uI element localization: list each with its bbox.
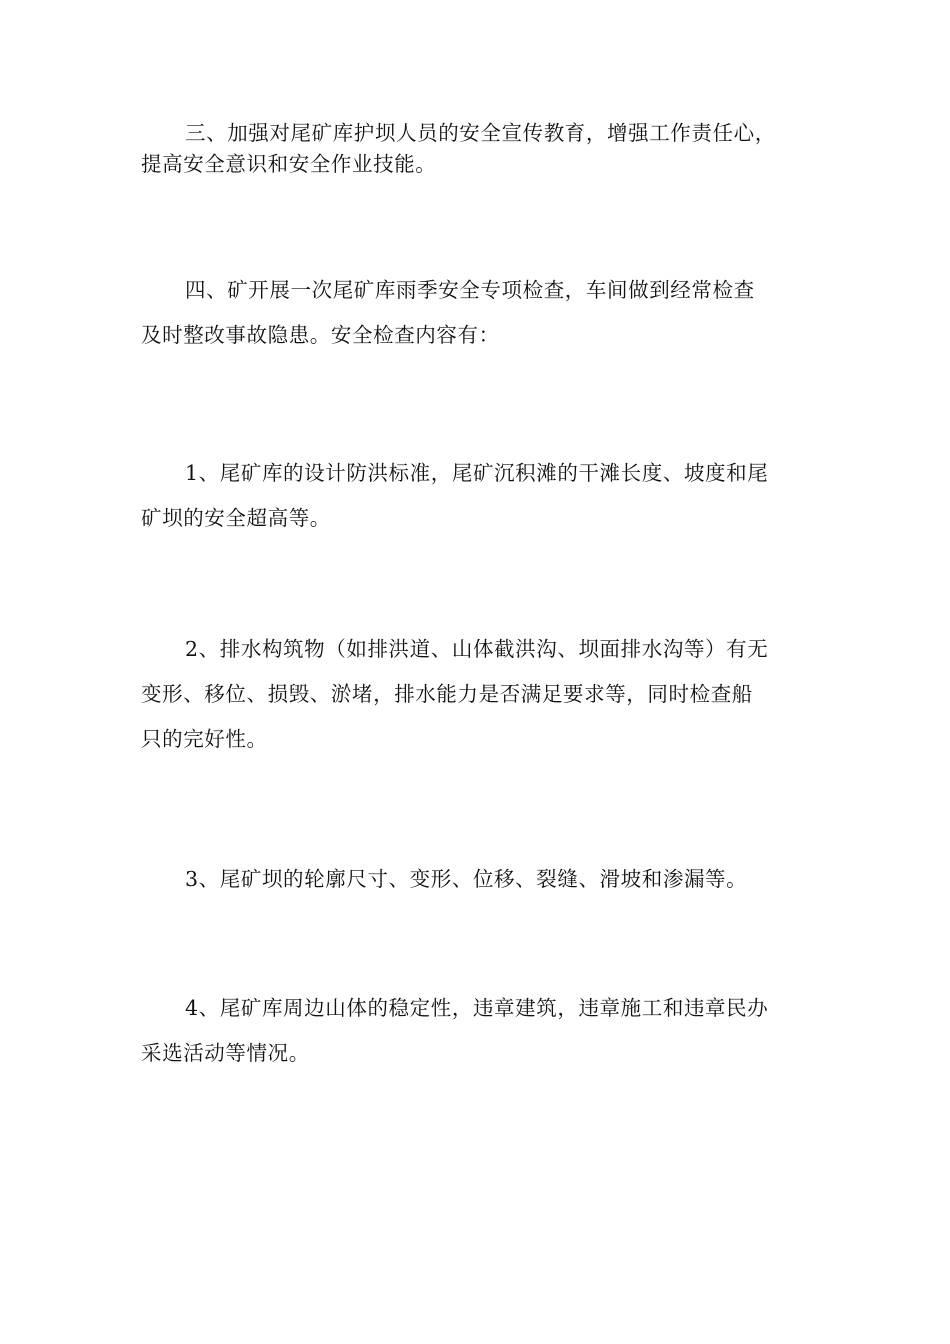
paragraph-item-4-inspection: 四、矿开展一次尾矿库雨季安全专项检查，车间做到经常检查 及时整改事故隐患。安全检查内容有： xyxy=(141,278,755,347)
paragraph-item-3-education: 三、加强对尾矿库护坝人员的安全宣传教育，增强工作责任心， 提高安全意识和安全作业技能。 xyxy=(141,121,776,176)
list-item-2-drainage-structures: 2、排水构筑物（如排洪道、山体截洪沟、坝面排水沟等）有无 变形、移位、损毁、淤堵，排水能力是否满足要求等，同时检查船 只的完好性。 xyxy=(141,637,769,751)
list-item-3-dam-profile: 3、尾矿坝的轮廓尺寸、变形、位移、裂缝、滑坡和渗漏等。 xyxy=(185,867,748,891)
list-item-4-surrounding-stability: 4、尾矿库周边山体的稳定性，违章建筑，违章施工和违章民办 采选活动等情况。 xyxy=(141,996,769,1065)
list-item-1-flood-standard: 1、尾矿库的设计防洪标准，尾矿沉积滩的干滩长度、坡度和尾 矿坝的安全超高等。 xyxy=(141,461,769,530)
